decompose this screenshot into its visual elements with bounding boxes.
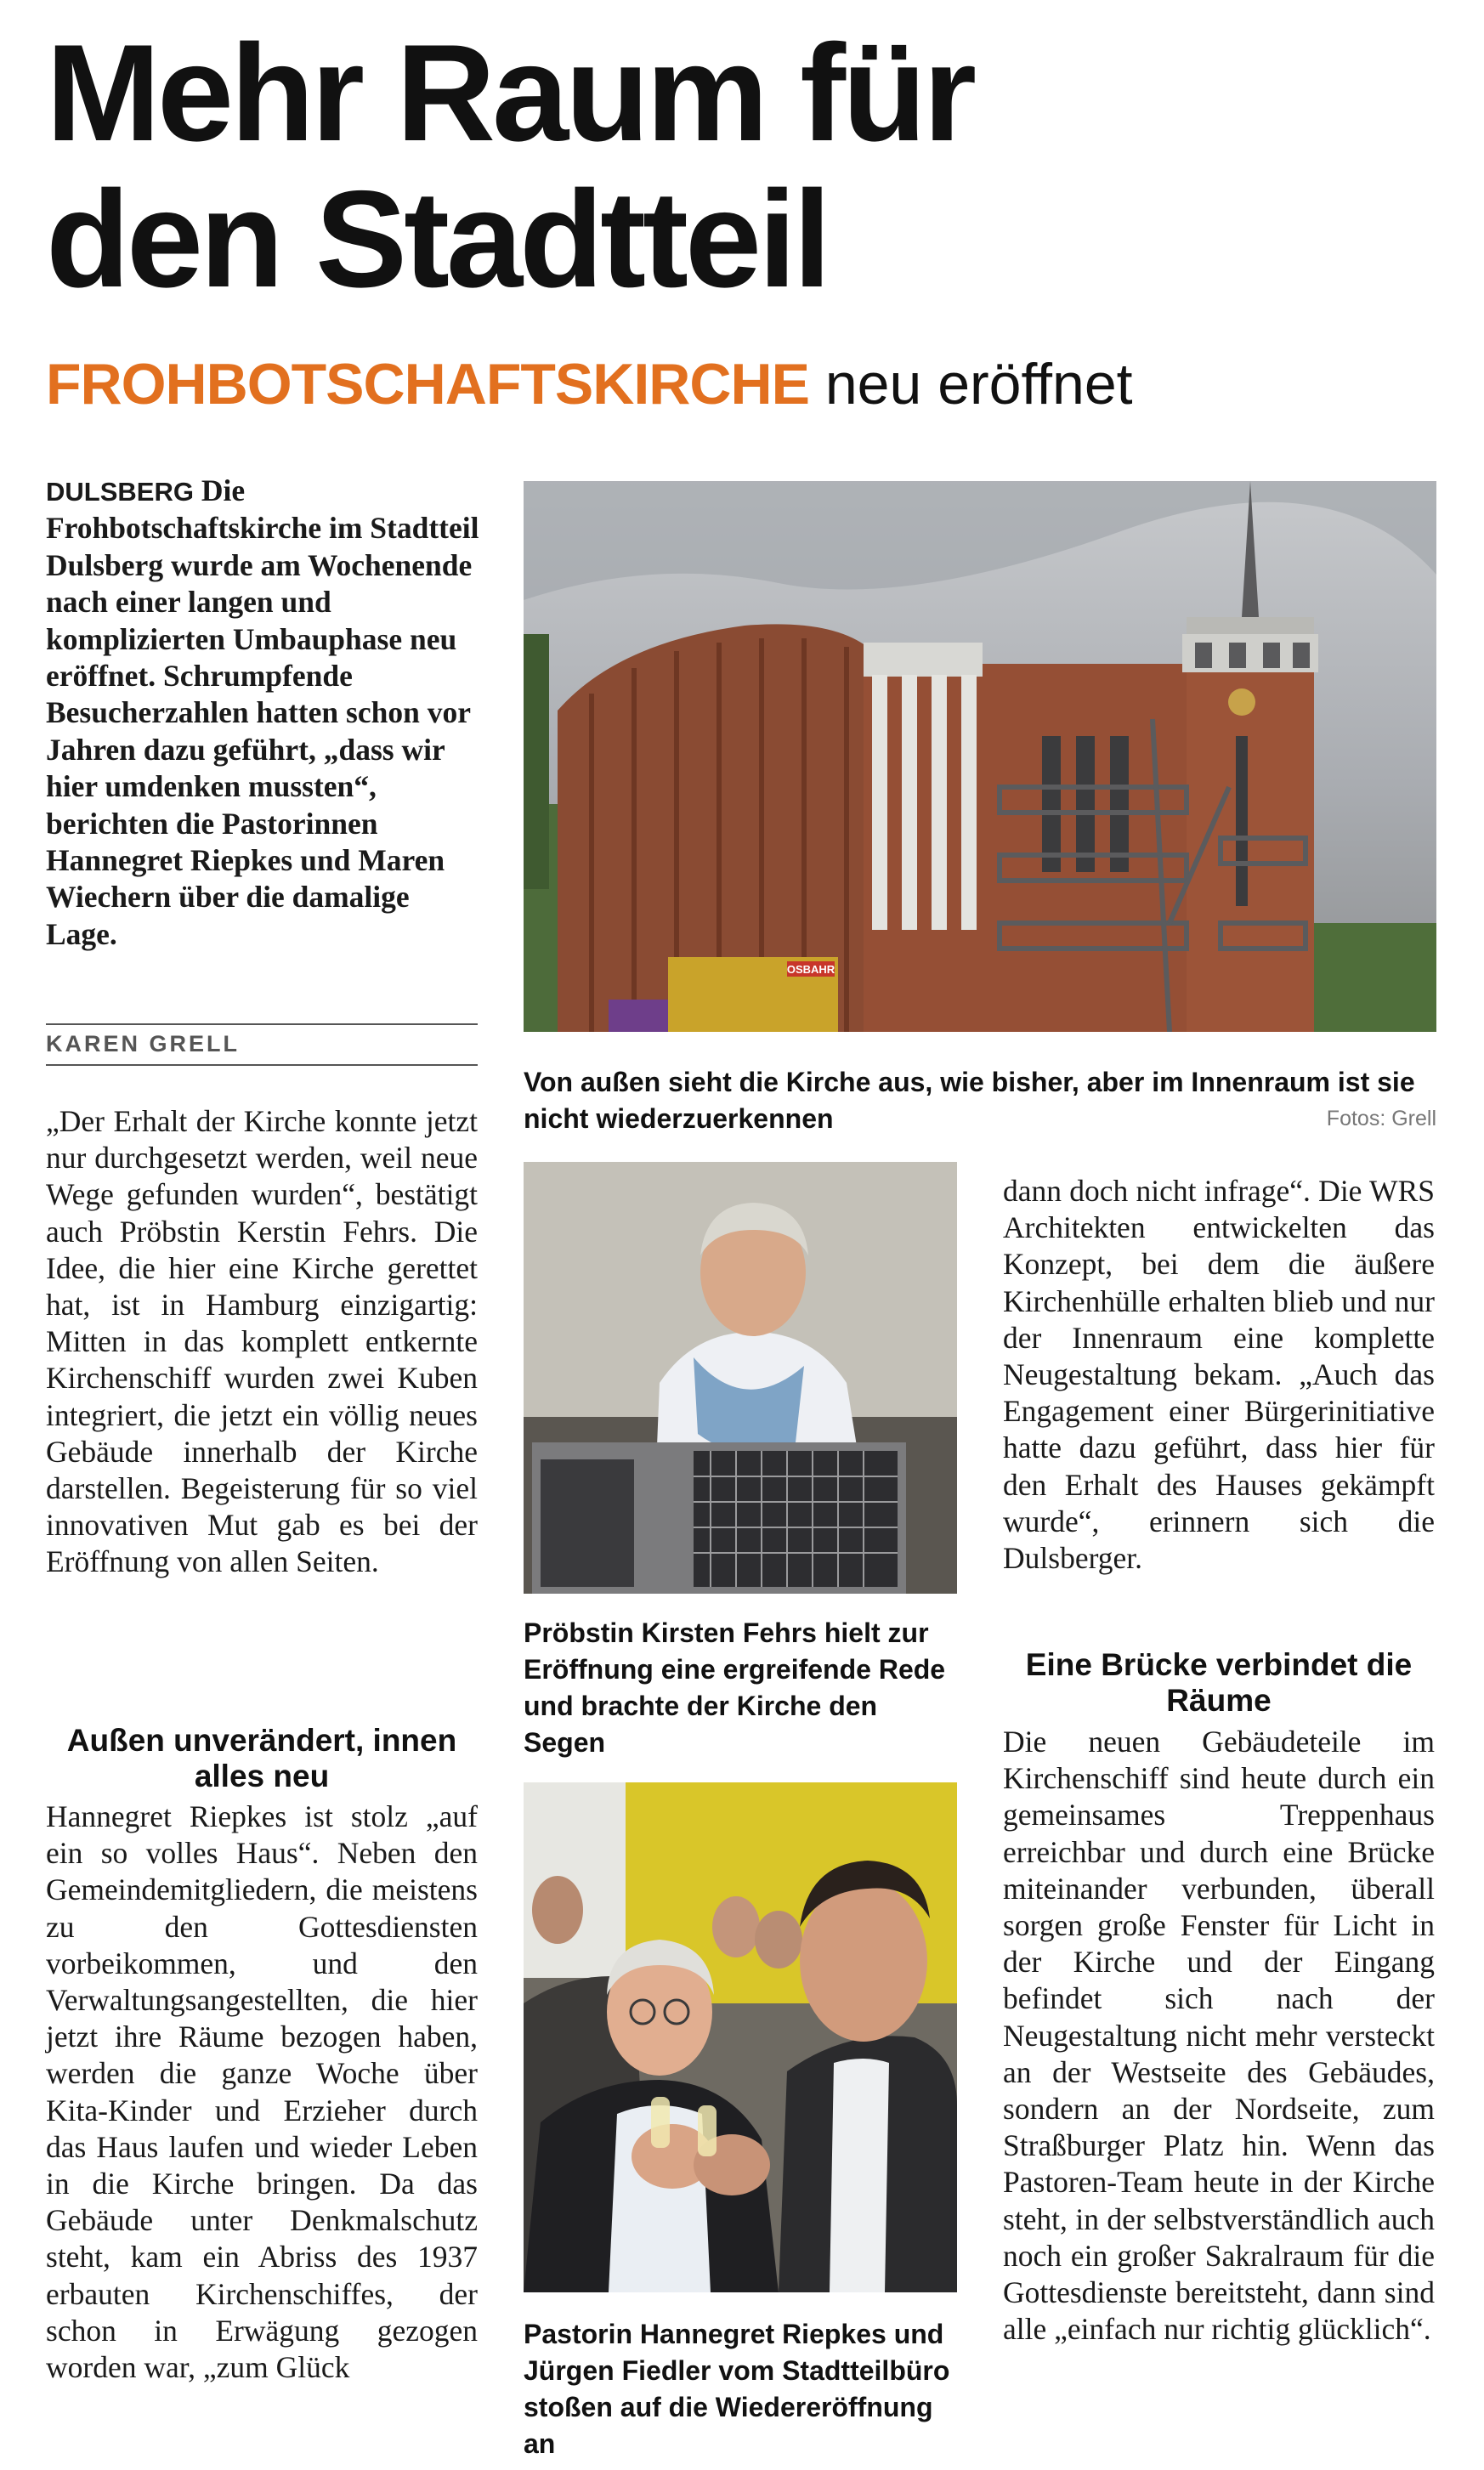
body-paragraph-2: Hannegret Riepkes ist stolz „auf ein so volles Haus“. Neben den Gemeindemitgliedern, die meistens zu den Gottesdiensten vorbeikommen, und den Verwaltungsangestellten, die hier jetzt ihre Räume bezogen haben, werden die ganze Woche über Kita-Kinder und Erzieher durch das Haus laufen und wieder Leben in die Kirche bringen. Da das Gebäude unter Denkmalschutz steht, kam ein Abriss des 1937 erbauten Kirchenschiffes, der schon in Erwägung gezogen worden war, „zum Glück — [46, 1799, 478, 2385]
subheadline-rest: neu eröffnet — [808, 352, 1133, 416]
church-exterior-photo — [524, 481, 1436, 1032]
pastor-speech-illustration — [524, 1162, 957, 1594]
church-sign-text: OSBAHR — [786, 963, 835, 976]
headline-line2: den Stadtteil — [46, 162, 829, 316]
toast-illustration — [524, 1782, 957, 2292]
caption-pastor-speech: Pröbstin Kirsten Fehrs hielt zur Eröffnung eine ergreifende Rede und brachte der Kirche den Segen — [524, 1617, 946, 1758]
body-paragraph-3: dann doch nicht infrage“. Die WRS Architekten entwickelten das Konzept, bei dem die äußere Kirchenhülle erhalten blieb und nur der Innenraum eine komplette Neugestaltung bekam. „Auch das Engagement einer Bürgerinitiative hatte dazu geführt, dass hier für den Erhalt des Hauses gekämpft wurde“, erinnern sich die Dulsberger. — [1003, 1174, 1435, 1576]
caption-church-exterior: Von außen sieht die Kirche aus, wie bisher, aber im Innenraum ist sie nicht wiederzuerkennen — [524, 1067, 1415, 1134]
body-paragraph-4: Die neuen Gebäudeteile im Kirchenschiff sind heute durch ein gemeinsames Treppenhaus erreichbar und durch eine Brücke miteinander verbunden, überall sorgen große Fenster für Licht in der Kirche und der Eingang befindet sich nach der Neugestaltung nicht mehr versteckt an der Westseite des Gebäudes, sondern an der Nordseite, zum Straßburger Platz hin. Wenn das Pastoren-Team heute in der Kirche steht, in der selbstverständlich auch noch ein großer Sakralraum für die Gottesdienste bereitsteht, dann sind alle „einfach nur richtig glücklich“. — [1003, 1725, 1435, 2347]
lead-paragraph — [46, 473, 479, 953]
headline-line1: Mehr Raum für — [46, 16, 974, 170]
headline — [46, 16, 1236, 316]
dateline: DULSBERG — [46, 477, 194, 507]
subheading-2: Eine Brücke verbindet die Räume — [1025, 1647, 1413, 1718]
lead-text: Die Frohbotschaftskirche im Stadtteil Dulsberg wurde am Wochenende nach einer langen und komplizierten Umbauphase neu eröffnet. Schrumpfende Besucherzahlen hatten schon vor Jahren dazu geführt, „dass wir hier umdenken mussten“, berichten die Pastorinnen Hannegret Riepkes und Maren Wiechern über die damalige Lage. — [46, 473, 479, 951]
pastor-speech-photo — [524, 1162, 957, 1594]
author-rule-bottom — [46, 1064, 478, 1066]
subheadline — [46, 350, 1133, 418]
church-exterior-illustration — [524, 481, 1436, 1032]
subheadline-kicker: FROHBOTSCHAFTSKIRCHE — [46, 352, 809, 416]
toast-photo — [524, 1782, 957, 2292]
author-rule-top — [46, 1023, 478, 1025]
body-paragraph-1: „Der Erhalt der Kirche konnte jetzt nur durchgesetzt werden, weil neue Wege gefunden wurden“, bestätigt auch Pröbstin Kerstin Fehrs. Die Idee, die hier eine Kirche gerettet hat, ist in Hamburg einzigartig: Mitten in das komplett entkernte Kirchenschiff wurden zwei Kuben integriert, die jetzt ein völlig neues Gebäude innerhalb der Kirche darstellen. Begeisterung für so viel innovativen Mut gab es bei der Eröffnung von allen Seiten. — [46, 1104, 478, 1579]
photo-credit: Fotos: Grell — [1326, 1107, 1436, 1130]
subheading-1: Außen unverändert, innen alles neu — [66, 1723, 457, 1793]
caption-toast: Pastorin Hannegret Riepkes und Jürgen Fiedler vom Stadtteilbüro stoßen auf die Wiedereröffnung an — [524, 2319, 950, 2459]
author-byline: KAREN GRELL — [46, 1031, 240, 1057]
